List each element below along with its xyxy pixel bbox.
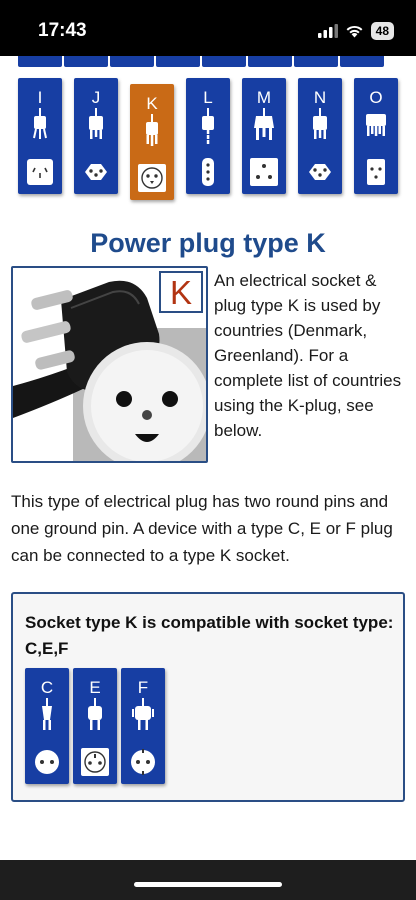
- socket-n-icon: [305, 158, 335, 186]
- plug-n-icon: [305, 108, 335, 148]
- plug-type-card-l[interactable]: [186, 78, 230, 194]
- plug-type-card-j[interactable]: [74, 78, 118, 194]
- compatible-type-card-f[interactable]: [121, 668, 165, 784]
- cellular-signal-icon: [318, 24, 338, 38]
- socket-c-icon: [32, 748, 62, 776]
- status-time: 17:43: [38, 20, 87, 41]
- wifi-icon: [345, 24, 364, 38]
- plug-m-icon: [249, 108, 279, 148]
- plug-c-icon: [32, 698, 62, 738]
- plug-type-badge: K: [159, 271, 203, 313]
- compatible-type-card-c[interactable]: [25, 668, 69, 784]
- compatibility-box: [11, 592, 405, 802]
- compatible-type-card-e[interactable]: [73, 668, 117, 784]
- compatible-type-letter: F: [137, 678, 149, 697]
- socket-l-icon: [193, 158, 223, 186]
- plug-type-letter: L: [203, 88, 213, 107]
- plug-type-letter: M: [256, 88, 272, 107]
- page-title: Power plug type K: [90, 228, 326, 258]
- plug-f-icon: [128, 698, 158, 738]
- compatible-type-letter: E: [89, 678, 101, 697]
- compatible-type-letter: C: [40, 678, 54, 697]
- plug-type-letter: N: [313, 88, 327, 107]
- socket-j-icon: [81, 158, 111, 186]
- status-bar: [0, 0, 416, 56]
- plug-type-letter: I: [37, 88, 43, 107]
- plug-type-card-k[interactable]: [130, 84, 174, 200]
- plug-type-card-n[interactable]: [298, 78, 342, 194]
- plug-j-icon: [81, 108, 111, 148]
- plug-type-card-i[interactable]: [18, 78, 62, 194]
- plug-l-icon: [193, 108, 223, 148]
- plug-type-letter: O: [369, 88, 383, 107]
- page-content[interactable]: [0, 56, 416, 860]
- compatible-types-row: [25, 668, 165, 786]
- plug-type-selector: [18, 78, 402, 200]
- socket-e-icon: [80, 748, 110, 776]
- previous-row-strip: [0, 56, 416, 68]
- status-icons: [318, 22, 394, 40]
- socket-k-icon: [137, 164, 167, 192]
- socket-f-icon: [128, 748, 158, 776]
- plug-type-letter: J: [91, 88, 101, 107]
- plug-o-icon: [361, 108, 391, 148]
- plug-e-icon: [80, 698, 110, 738]
- plug-type-letter: K: [146, 94, 158, 113]
- plug-description-text: This type of electrical plug has two round pins and one ground pin. A device with a type C, E or F plug can be connected to a type K socket.: [11, 492, 393, 565]
- plug-intro-text: An electrical socket & plug type K is used by countries (Denmark, Greenland). For a complete list of countries using the K-plug, see below.: [214, 271, 402, 440]
- socket-m-icon: [249, 158, 279, 186]
- plug-type-card-m[interactable]: [242, 78, 286, 194]
- plug-type-card-o[interactable]: [354, 78, 398, 194]
- plug-k-photo: [11, 266, 208, 463]
- battery-indicator: 48: [371, 22, 394, 40]
- home-indicator[interactable]: [134, 882, 282, 887]
- compatibility-title: Socket type K is compatible with socket type: C,E,F: [25, 613, 394, 658]
- socket-i-icon: [25, 158, 55, 186]
- plug-i-icon: [25, 108, 55, 148]
- socket-o-icon: [361, 158, 391, 186]
- home-indicator-area: [0, 860, 416, 900]
- plug-k-icon: [137, 114, 167, 154]
